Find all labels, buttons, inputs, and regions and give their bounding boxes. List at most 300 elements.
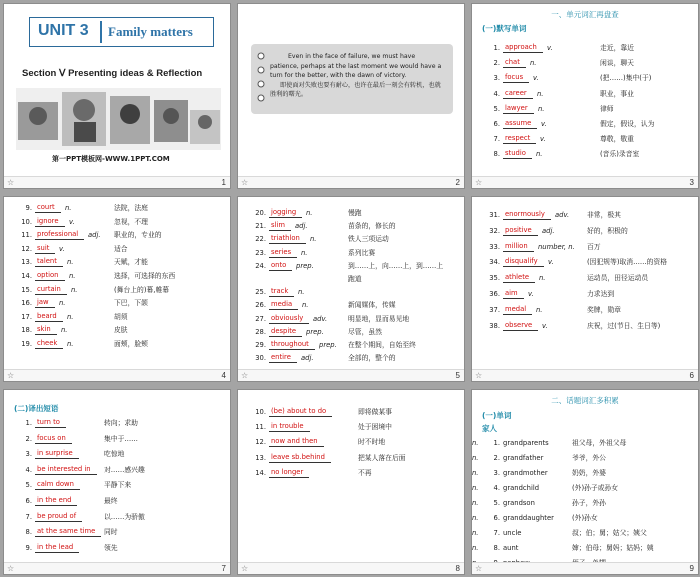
chinese-meaning: 闲谈，聊天: [600, 59, 634, 68]
vocab-word: uncle: [503, 529, 522, 537]
part-of-speech: prep.: [296, 261, 314, 270]
answer-blank: ignore: [35, 216, 65, 227]
chinese-meaning: 好的，积极的: [587, 226, 628, 235]
slide-thumbnail-6[interactable]: [471, 196, 699, 382]
item-number: 7.: [493, 135, 500, 144]
slide-thumbnail-4[interactable]: [3, 196, 231, 382]
list-item: [238, 452, 464, 464]
list-item: [4, 311, 230, 323]
item-number: 7.: [25, 512, 32, 521]
answer-blank: suit: [35, 243, 55, 254]
list-item: [472, 272, 698, 284]
item-number: 16.: [21, 299, 32, 308]
item-number: 12.: [21, 244, 32, 253]
answer-blank: be interested in: [35, 464, 97, 475]
chinese-meaning: 最终: [104, 497, 118, 505]
item-number: 2.: [25, 434, 32, 443]
section-heading: (一)默写单词: [482, 24, 527, 33]
slide-footer: [238, 562, 464, 574]
star-icon[interactable]: ☆: [475, 178, 483, 187]
chinese-meaning: 奶奶，外婆: [572, 469, 606, 477]
part-of-speech: v.: [548, 258, 554, 267]
item-number: 2.: [493, 454, 500, 462]
answer-blank: track: [269, 286, 294, 297]
answer-blank: at the same time: [35, 526, 101, 537]
answer-blank: in trouble: [269, 421, 310, 432]
chinese-meaning: 领先: [104, 543, 118, 552]
item-number: 18.: [21, 326, 32, 335]
item-number: 10.: [255, 408, 266, 416]
chinese-meaning: 转向；求助: [104, 419, 138, 427]
part-of-speech: v.: [547, 44, 553, 52]
chinese-meaning: 下巴，下颌: [114, 299, 148, 308]
list-item: [238, 339, 464, 351]
answer-blank: no longer: [269, 467, 309, 478]
chinese-meaning: 职业，事业: [600, 89, 634, 98]
chinese-meaning: 律师: [600, 104, 614, 113]
answer-blank: million: [503, 241, 534, 252]
chinese-meaning: 天赋，才能: [114, 258, 148, 267]
answer-blank: in surprise: [35, 448, 79, 459]
chinese-meaning: 慢跑: [348, 209, 362, 217]
item-number: 29.: [255, 341, 266, 349]
list-item: [4, 216, 230, 228]
item-number: 4.: [25, 465, 32, 474]
chinese-meaning: 尊敬，敬重: [600, 135, 634, 144]
chinese-meaning: 尽管，虽然: [348, 327, 382, 336]
part-of-speech: n.: [67, 258, 74, 267]
star-icon[interactable]: ☆: [475, 371, 483, 380]
list-item: [238, 406, 464, 418]
list-item: [238, 286, 464, 298]
star-icon[interactable]: ☆: [7, 371, 15, 380]
list-item: [472, 288, 698, 300]
part-of-speech: v.: [541, 120, 547, 128]
item-number: 10.: [21, 217, 32, 226]
item-number: 22.: [255, 235, 266, 244]
item-number: 4.: [493, 89, 500, 98]
chinese-meaning: 运动员，田径运动员: [587, 274, 649, 283]
list-item: [4, 202, 230, 214]
slide-footer: [472, 176, 698, 188]
item-number: 15.: [21, 285, 32, 294]
part-of-speech: n.: [69, 272, 76, 280]
item-number: 17.: [21, 312, 32, 321]
list-item: [4, 243, 230, 255]
item-number: 24.: [255, 261, 266, 270]
answer-blank: in the end: [35, 495, 77, 506]
answer-blank: series: [269, 247, 297, 258]
chinese-meaning: 新闻媒体，传媒: [348, 301, 396, 310]
part-of-speech: n.: [67, 312, 74, 321]
answer-blank: cheek: [35, 338, 63, 349]
slide-thumbnail-3[interactable]: [471, 3, 699, 189]
item-number: 21.: [255, 222, 266, 231]
answer-blank: chat: [503, 57, 526, 68]
part-of-speech: n.: [301, 248, 308, 257]
unit-title-box: [29, 17, 214, 47]
part-of-speech: adv.: [313, 314, 328, 323]
group-heading: 家人: [482, 424, 497, 433]
chinese-meaning: 到……上，向……上，到……上: [348, 261, 444, 270]
chinese-meaning: 系列比赛: [348, 248, 376, 257]
item-number: 6.: [493, 120, 500, 128]
list-item: [4, 256, 230, 268]
part-of-speech: n.: [472, 544, 479, 552]
item-number: 6.: [493, 514, 500, 522]
part-of-speech: v.: [533, 74, 539, 83]
slide-number: 6: [689, 371, 694, 380]
part-of-speech: adj.: [542, 226, 555, 235]
item-number: 38.: [489, 321, 500, 330]
title-divider: [100, 21, 102, 43]
item-number: 25.: [255, 288, 266, 297]
chinese-meaning: 对……感兴趣: [104, 465, 145, 474]
vocab-word: grandparents: [503, 439, 549, 447]
chinese-meaning: 把某人落在后面: [358, 453, 406, 462]
item-number: 9.: [25, 543, 32, 552]
list-item: [238, 207, 464, 219]
chinese-meaning: 职业的，专业的: [114, 231, 162, 240]
item-number: 6.: [25, 497, 32, 505]
chinese-meaning: 在整个期间，自始至终: [348, 341, 416, 349]
answer-blank: triathlon: [269, 233, 306, 244]
list-item: [4, 542, 230, 554]
list-item: [472, 527, 698, 539]
item-number: 2.: [493, 59, 500, 68]
answer-blank: jaw: [35, 297, 55, 308]
slide-thumbnail-8[interactable]: [237, 389, 465, 575]
part-of-speech: v.: [542, 321, 548, 330]
section-subtitle: Section Ⅴ Presenting ideas & Reflection: [22, 68, 203, 79]
part-of-speech: n.: [472, 469, 479, 477]
answer-blank: throughout: [269, 339, 315, 350]
part-of-speech: n.: [530, 59, 537, 68]
part-of-speech: n.: [539, 274, 546, 283]
answer-blank: focus: [503, 72, 529, 83]
item-number: 9.: [25, 204, 32, 212]
family-photo-image: [16, 88, 221, 150]
answer-blank: assume: [503, 118, 537, 129]
slide-header: 二、话题词汇多积累: [551, 396, 619, 405]
star-icon[interactable]: ☆: [241, 178, 249, 187]
answer-blank: court: [35, 202, 61, 213]
list-item: [238, 233, 464, 245]
list-item: [4, 448, 230, 460]
unit-label: UNIT 3: [38, 22, 89, 39]
chinese-meaning: 不再: [358, 468, 372, 477]
item-number: 35.: [489, 274, 500, 283]
list-item: [4, 511, 230, 523]
list-item: [238, 313, 464, 325]
part-of-speech: n.: [472, 499, 479, 507]
answer-blank: beard: [35, 311, 63, 322]
item-number: 4.: [493, 484, 500, 492]
chinese-meaning: 百万: [587, 242, 601, 251]
part-of-speech: n.: [298, 288, 305, 297]
item-number: 28.: [255, 327, 266, 336]
part-of-speech: v.: [528, 290, 534, 298]
item-number: 3.: [493, 74, 500, 83]
item-number: 8.: [25, 528, 32, 537]
item-number: 5.: [25, 481, 32, 490]
list-item: [4, 479, 230, 491]
vocab-word: grandfather: [503, 454, 544, 462]
part-of-speech: prep.: [306, 327, 324, 336]
list-item: [472, 542, 698, 554]
list-item: [472, 437, 698, 449]
star-icon[interactable]: ☆: [7, 564, 15, 573]
slide-number: 3: [689, 178, 694, 187]
list-item: [472, 209, 698, 221]
chinese-meaning: (舞台上的)幕,帷幕: [114, 285, 170, 294]
answer-blank: media: [269, 299, 298, 310]
list-item: [238, 299, 464, 311]
answer-blank: entire: [269, 352, 297, 363]
part-of-speech: v.: [540, 135, 546, 144]
item-number: 23.: [255, 248, 266, 257]
part-of-speech: n.: [536, 150, 543, 159]
list-item: [4, 284, 230, 296]
part-of-speech: adj.: [301, 354, 314, 363]
list-item: [238, 436, 464, 448]
chinese-meaning: 孙子，外孙: [572, 499, 606, 507]
slide-number: 2: [455, 178, 460, 187]
part-of-speech: n.: [302, 301, 309, 310]
list-item: [472, 256, 698, 268]
item-number: 3.: [493, 469, 500, 477]
chinese-meaning: 铁人三项运动: [348, 235, 389, 244]
list-item: [472, 57, 698, 69]
list-item: [472, 148, 698, 160]
chinese-meaning: 走近，靠近: [600, 44, 634, 52]
chinese-meaning: 同时: [104, 528, 118, 537]
slide-thumbnail-9[interactable]: [471, 389, 699, 575]
part-of-speech: adj.: [88, 231, 101, 240]
template-site-link: 第一PPT模板网-WWW.1PPT.COM: [52, 155, 170, 163]
answer-blank: enormously: [503, 209, 551, 220]
slide-footer: [238, 369, 464, 381]
part-of-speech: n.: [472, 514, 479, 522]
item-number: 30.: [255, 354, 266, 363]
list-item: [472, 118, 698, 130]
chinese-meaning: 选择，可选择的东西: [114, 272, 176, 280]
answer-blank: athlete: [503, 272, 535, 283]
answer-blank: jogging: [269, 207, 302, 218]
list-item: [472, 304, 698, 316]
part-of-speech: n.: [472, 484, 479, 492]
answer-blank: observe: [503, 320, 538, 331]
chinese-meaning: 吃惊地: [104, 450, 125, 459]
chinese-meaning: 适合: [114, 244, 128, 253]
part-of-speech: n.: [65, 204, 72, 212]
item-number: 11.: [255, 423, 266, 432]
part-of-speech: adv.: [555, 211, 570, 219]
item-number: 14.: [255, 468, 266, 477]
chinese-meaning: 祖父母，外祖父母: [572, 439, 627, 447]
vocab-word: grandmother: [503, 469, 548, 477]
chinese-meaning: 集中于……: [104, 434, 138, 443]
vocab-word: grandson: [503, 499, 535, 507]
list-item: [238, 421, 464, 433]
list-item: [4, 417, 230, 429]
list-item: [472, 133, 698, 145]
item-number: 32.: [489, 226, 500, 235]
slide-number: 4: [221, 371, 226, 380]
answer-blank: skin: [35, 324, 57, 335]
part-of-speech: adj.: [295, 222, 308, 231]
slide-thumbnail-7[interactable]: [3, 389, 231, 575]
part-of-speech: n.: [472, 454, 479, 462]
chinese-meaning: 明显地，显而易见地: [348, 314, 410, 323]
chinese-meaning: 爷爷，外公: [572, 454, 606, 462]
star-icon[interactable]: ☆: [241, 564, 249, 573]
chinese-meaning: 皮肤: [114, 326, 128, 335]
quote-text: [270, 52, 445, 100]
slide-header: 一、单元词汇再盘查: [551, 10, 619, 19]
part-of-speech: n.: [306, 209, 313, 217]
list-item: [472, 88, 698, 100]
item-number: 31.: [489, 211, 500, 219]
star-icon[interactable]: ☆: [241, 371, 249, 380]
answer-blank: positive: [503, 225, 538, 236]
slide-footer: [4, 176, 230, 188]
section-heading: (一)单词: [482, 411, 512, 420]
part-of-speech: n.: [61, 326, 68, 335]
list-item: [4, 495, 230, 507]
chinese-meaning: 忽视，不理: [114, 217, 148, 226]
part-of-speech: n.: [310, 235, 317, 244]
chinese-meaning: 叔；伯；舅；姑父；姨父: [572, 529, 647, 537]
slide-thumbnail-5[interactable]: [237, 196, 465, 382]
item-number: 5.: [493, 104, 500, 113]
answer-blank: calm down: [35, 479, 80, 490]
item-number: 12.: [255, 438, 266, 447]
answer-blank: in the lead: [35, 542, 79, 553]
answer-blank: talent: [35, 256, 63, 267]
answer-blank: turn to: [35, 417, 66, 428]
chinese-meaning: 全部的，整个的: [348, 354, 396, 363]
answer-blank: slim: [269, 220, 291, 231]
item-number: 7.: [493, 529, 500, 537]
list-item: [238, 247, 464, 259]
chinese-meaning: 奖牌，勋章: [587, 305, 621, 314]
answer-blank: respect: [503, 133, 536, 144]
slide-footer: [238, 176, 464, 188]
list-item: [472, 497, 698, 509]
chinese-meaning: 跑道: [348, 275, 362, 283]
item-number: 11.: [21, 231, 32, 240]
slide-thumbnail-2[interactable]: [237, 3, 465, 189]
answer-blank: approach: [503, 42, 543, 53]
chinese-meaning: 胡须: [114, 312, 128, 321]
slide-footer: [472, 369, 698, 381]
chinese-meaning: 即将做某事: [358, 408, 392, 416]
quote-english: Even in the face of failure, we must have patience, perhaps at the last moment we would have a turn for the better, with the dawn of victory.: [270, 53, 442, 79]
list-item: [4, 338, 230, 350]
slide-number: 8: [455, 564, 460, 573]
chinese-meaning: 平静下来: [104, 481, 132, 490]
item-number: 13.: [21, 258, 32, 267]
list-item: [238, 260, 464, 272]
unit-name: Family matters: [108, 24, 193, 39]
slide-number: 1: [221, 178, 226, 187]
part-of-speech: v.: [59, 244, 65, 253]
chinese-meaning: 处于困境中: [358, 423, 392, 432]
part-of-speech: n.: [536, 305, 543, 314]
slide-footer: [472, 562, 698, 574]
item-number: 27.: [255, 314, 266, 323]
item-number: 19.: [21, 340, 32, 348]
chinese-meaning: 苗条的，修长的: [348, 222, 396, 231]
slide-thumbnail-1[interactable]: [3, 3, 231, 189]
section-heading: (二)译出短语: [14, 404, 59, 413]
star-icon[interactable]: ☆: [475, 564, 483, 573]
slide-number: 9: [689, 564, 694, 573]
star-icon[interactable]: ☆: [7, 178, 15, 187]
list-item: [472, 42, 698, 54]
chinese-meaning: 法院，法庭: [114, 204, 148, 212]
answer-blank: disqualify: [503, 256, 544, 267]
answer-blank: onto: [269, 260, 292, 271]
list-item: [472, 482, 698, 494]
part-of-speech: number, n.: [538, 242, 575, 251]
list-item: [238, 467, 464, 479]
chinese-meaning: 以……为骄傲: [104, 512, 145, 521]
list-item: [472, 241, 698, 253]
item-number: 34.: [489, 258, 500, 267]
answer-blank: career: [503, 88, 533, 99]
answer-blank: aim: [503, 288, 524, 299]
list-item: [4, 464, 230, 476]
answer-blank: professional: [35, 229, 84, 240]
list-item: [472, 72, 698, 84]
answer-blank: lawyer: [503, 103, 534, 114]
answer-blank: focus on: [35, 433, 72, 444]
answer-blank: (be) about to do: [269, 406, 332, 417]
list-item: [4, 324, 230, 336]
item-number: 26.: [255, 301, 266, 310]
item-number: 1.: [493, 44, 500, 52]
item-number: 33.: [489, 242, 500, 251]
part-of-speech: n.: [59, 299, 66, 308]
answer-blank: leave sb.behind: [269, 452, 331, 463]
answer-blank: be proud of: [35, 511, 82, 522]
item-number: 37.: [489, 305, 500, 314]
list-item: [238, 273, 464, 285]
chinese-meaning: (把……)集中(于): [600, 74, 652, 83]
slide-footer: [4, 562, 230, 574]
chinese-meaning: 时不时地: [358, 438, 386, 447]
list-item: [4, 433, 230, 445]
item-number: 3.: [25, 450, 32, 459]
slide-footer: [4, 369, 230, 381]
chinese-meaning: 非常，极其: [587, 211, 621, 219]
part-of-speech: n.: [472, 529, 479, 537]
slide-number: 7: [221, 564, 226, 573]
item-number: 13.: [255, 453, 266, 462]
item-number: 14.: [21, 272, 32, 280]
list-item: [238, 352, 464, 364]
binder-rings-icon: [254, 48, 268, 110]
list-item: [4, 229, 230, 241]
answer-blank: obviously: [269, 313, 309, 324]
item-number: 5.: [493, 499, 500, 507]
answer-blank: now and then: [269, 436, 324, 447]
part-of-speech: n.: [71, 285, 78, 294]
part-of-speech: v.: [69, 217, 75, 226]
list-item: [238, 220, 464, 232]
